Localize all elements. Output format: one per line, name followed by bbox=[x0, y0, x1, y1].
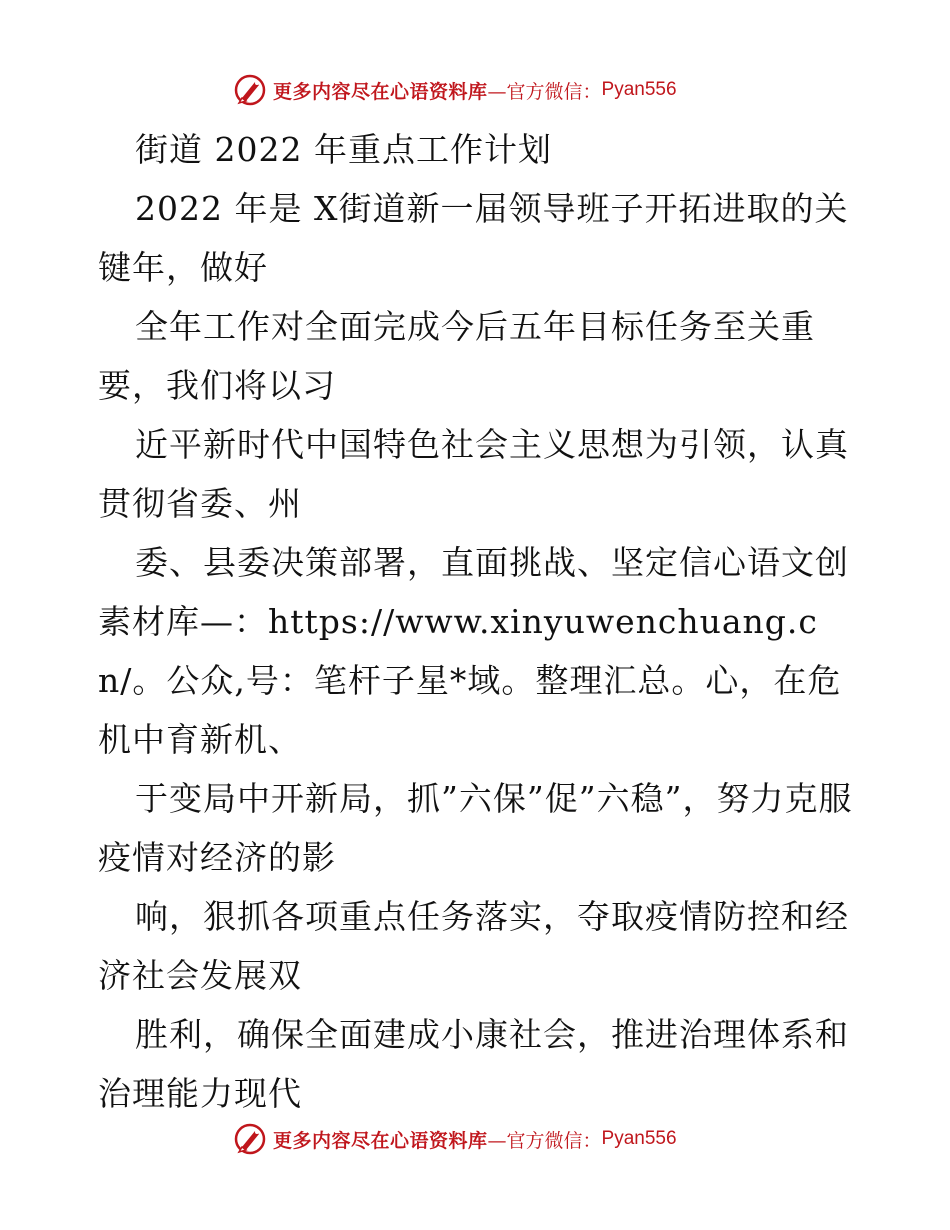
paragraph: 2022 年是 X街道新一届领导班子开拓进取的关键年，做好 bbox=[98, 189, 849, 287]
pen-logo-icon bbox=[233, 73, 267, 107]
paragraph: 近平新时代中国特色社会主义思想为引领，认真贯彻省委、州 bbox=[98, 425, 849, 523]
banner-wechat-id: Pyan556 bbox=[601, 79, 677, 100]
document-title: 街道 2022 年重点工作计划 bbox=[135, 130, 552, 169]
paragraph: 胜利，确保全面建成小康社会，推进治理体系和治理能力现代 bbox=[98, 1015, 849, 1113]
banner-subtitle: —官方微信： bbox=[487, 1129, 602, 1152]
footer-banner bbox=[233, 1122, 677, 1156]
paragraph: 全年工作对全面完成今后五年目标任务至关重要，我们将以习 bbox=[98, 307, 815, 405]
header-banner bbox=[233, 73, 677, 107]
paragraph: 于变局中开新局，抓”六保”促”六稳”，努力克服疫情对经济的影 bbox=[98, 779, 853, 877]
paragraph: 响，狠抓各项重点任务落实，夺取疫情防控和经济社会发展双 bbox=[98, 897, 849, 995]
banner-subtitle: —官方微信： bbox=[487, 80, 602, 103]
pen-logo-icon bbox=[233, 1122, 267, 1156]
document-body bbox=[98, 120, 858, 1123]
banner-title: 更多内容尽在心语资料库 bbox=[273, 1129, 488, 1152]
paragraph: 委、县委决策部署，直面挑战、坚定信心语文创素材库—：https://www.xinyuwenchuang.cn/。公众,号：笔杆子星*域。整理汇总。心，在危机中育新机、 bbox=[98, 543, 849, 759]
banner-title: 更多内容尽在心语资料库 bbox=[273, 80, 488, 103]
banner-wechat-id: Pyan556 bbox=[601, 1128, 677, 1149]
